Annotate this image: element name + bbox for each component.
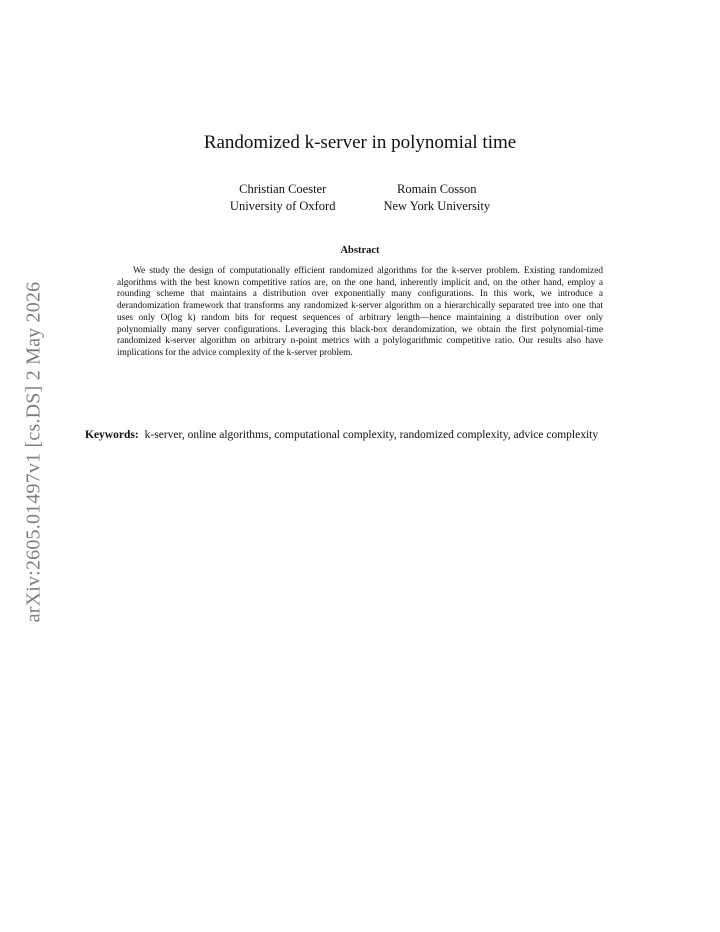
author-affiliation: University of Oxford bbox=[229, 199, 336, 213]
author-1 bbox=[230, 181, 336, 215]
keywords-list: k-server, online algorithms, computational complexity, randomized complexity, advice complexity bbox=[144, 429, 599, 441]
paper-title: Randomized k-server in polynomial time bbox=[203, 132, 517, 153]
abstract-text: We study the design of computationally efficient randomized algorithms for the k-server problem. Existing randomized algorithms with the best known competitive ratios are, on the one hand, inherently implicit and, on the other hand, employ a rounding scheme that maintains a distribution over exponentially many configurations. In this work, we introduce a derandomization framework that transforms any randomized k-server algorithm on a hierarchically separated tree into one that uses only O(log k) random bits for request sequences of arbitrary length—hence maintaining a distribution over only polynomially many server configurations. Leveraging this black-box derandomization, we obtain the first polynomial-time randomized k-server algorithm on arbitrary n-point metrics with a polylogarithmic competitive ratio. Our results also have implications for the advice complexity of the k-server problem. bbox=[117, 266, 603, 358]
author-block bbox=[0, 181, 720, 215]
author-name: Christian Coester bbox=[239, 182, 327, 196]
author-affiliation: New York University bbox=[383, 199, 491, 213]
author-2 bbox=[383, 181, 490, 215]
abstract-heading: Abstract bbox=[340, 245, 380, 256]
author-name: Romain Cosson bbox=[397, 182, 477, 196]
arxiv-identifier-stamp: arXiv:2605.01497v1 [cs.DS] 2 May 2026 bbox=[22, 281, 45, 623]
keywords-label: Keywords: bbox=[85, 429, 139, 441]
keywords-line bbox=[85, 428, 637, 443]
